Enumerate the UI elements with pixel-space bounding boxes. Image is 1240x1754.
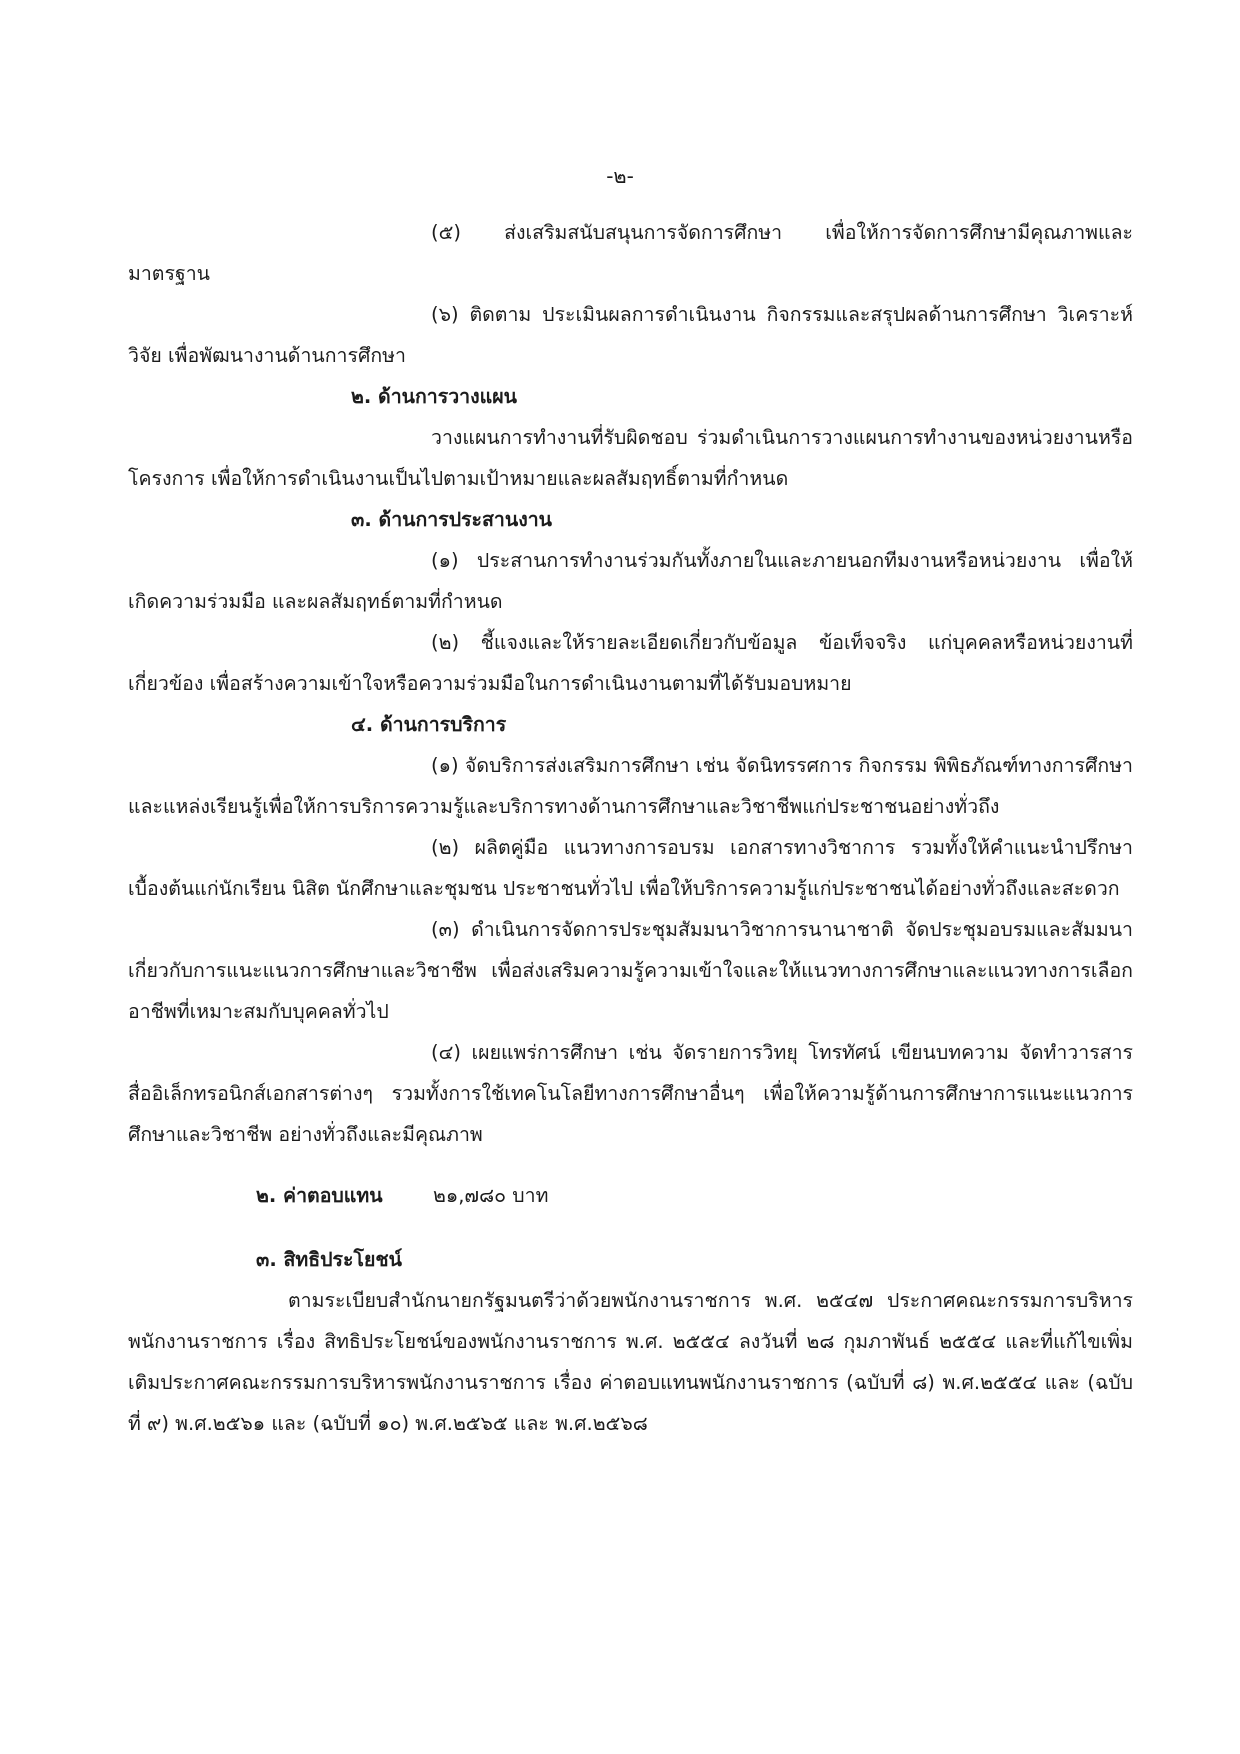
compensation-line	[128, 1175, 1133, 1216]
coordination-item-2: (๒) ชี้แจงและให้รายละเอียดเกี่ยวกับข้อมูล ข้อเท็จจริง แก่บุคคลหรือหน่วยงานที่เกี่ยวข้อง เพื่อสร้างความเข้าใจหรือความร่วมมือในการดำเนินงานตามที่ได้รับมอบหมาย	[128, 631, 1133, 695]
service-item-1: (๑) จัดบริการส่งเสริมการศึกษา เช่น จัดนิทรรศการ กิจกรรม พิพิธภัณฑ์ทางการศึกษาและแหล่งเรียนรู้เพื่อให้การบริการความรู้และบริการทางด้านการศึกษาและวิชาชีพแก่ประชาชนอย่างทั่วถึง	[128, 754, 1133, 818]
page-number: -๒-	[606, 164, 634, 188]
coordination-item-1: (๑) ประสานการทำงานร่วมกันทั้งภายในและภายนอกทีมงานหรือหน่วยงาน เพื่อให้เกิดความร่วมมือ และผลสัมฤทธ์ตามที่กำหนด	[128, 549, 1133, 613]
benefits-paragraph: ตามระเบียบสำนักนายกรัฐมนตรีว่าด้วยพนักงานราชการ พ.ศ. ๒๕๔๗ ประกาศคณะกรรมการบริหารพนักงานราชการ เรื่อง สิทธิประโยชน์ของพนักงานราชการ พ.ศ. ๒๕๕๔ ลงวันที่ ๒๘ กุมภาพันธ์ ๒๕๕๔ และที่แก้ไขเพิ่มเติมประกาศคณะกรรมการบริหารพนักงานราชการ เรื่อง ค่าตอบแทนพนักงานราชการ (ฉบับที่ ๘) พ.ศ.๒๕๕๔ และ (ฉบับที่ ๙) พ.ศ.๒๕๖๑ และ (ฉบับที่ ๑๐) พ.ศ.๒๕๖๕ และ พ.ศ.๒๕๖๘	[128, 1289, 1133, 1435]
service-item-2: (๒) ผลิตคู่มือ แนวทางการอบรม เอกสารทางวิชาการ รวมทั้งให้คำแนะนำปรึกษาเบื้องต้นแก่นักเรียน นิสิต นักศึกษาและชุมชน ประชาชนทั่วไป เพื่อให้บริการความรู้แก่ประชาชนได้อย่างทั่วถึงและสะดวก	[128, 836, 1133, 900]
item-6: (๖) ติดตาม ประเมินผลการดำเนินงาน กิจกรรมและสรุปผลด้านการศึกษา วิเคราะห์ วิจัย เพื่อพัฒนางานด้านการศึกษา	[128, 303, 1133, 367]
item-5-line1: (๕) ส่งเสริมสนับสนุนการจัดการศึกษา เพื่อให้การจัดการศึกษามีคุณภาพและ	[431, 221, 1133, 244]
planning-paragraph: วางแผนการทำงานที่รับผิดชอบ ร่วมดำเนินการวางแผนการทำงานของหน่วยงานหรือโครงการ เพื่อให้การดำเนินงานเป็นไปตามเป้าหมายและผลสัมฤทธิ์ตามที่กำหนด	[128, 426, 1133, 490]
item-5-line2: มาตรฐาน	[128, 262, 210, 285]
compensation-value: ๒๑,๗๘๐ บาท	[433, 1184, 549, 1207]
compensation-label: ๒. ค่าตอบแทน	[256, 1184, 383, 1207]
benefits-heading: ๓. สิทธิประโยชน์	[256, 1248, 402, 1271]
section-heading-planning: ๒. ด้านการวางแผน	[351, 385, 517, 408]
document-body	[128, 212, 1133, 1444]
section-heading-coordination: ๓. ด้านการประสานงาน	[351, 508, 553, 531]
service-item-3: (๓) ดำเนินการจัดการประชุมสัมมนาวิชาการนานาชาติ จัดประชุมอบรมและสัมมนาเกี่ยวกับการแนะแนวการศึกษาและวิชาชีพ เพื่อส่งเสริมความรู้ความเข้าใจและให้แนวทางการศึกษาและแนวทางการเลือกอาชีพที่เหมาะสมกับบุคคลทั่วไป	[128, 918, 1133, 1023]
section-heading-service: ๔. ด้านการบริการ	[351, 713, 507, 736]
service-item-4: (๔) เผยแพร่การศึกษา เช่น จัดรายการวิทยุ โทรทัศน์ เขียนบทความ จัดทำวารสาร สื่ออิเล็กทรอนิกส์เอกสารต่างๆ รวมทั้งการใช้เทคโนโลยีทางการศึกษาอื่นๆ เพื่อให้ความรู้ด้านการศึกษาการแนะแนวการศึกษาและวิชาชีพ อย่างทั่วถึงและมีคุณภาพ	[128, 1041, 1133, 1146]
